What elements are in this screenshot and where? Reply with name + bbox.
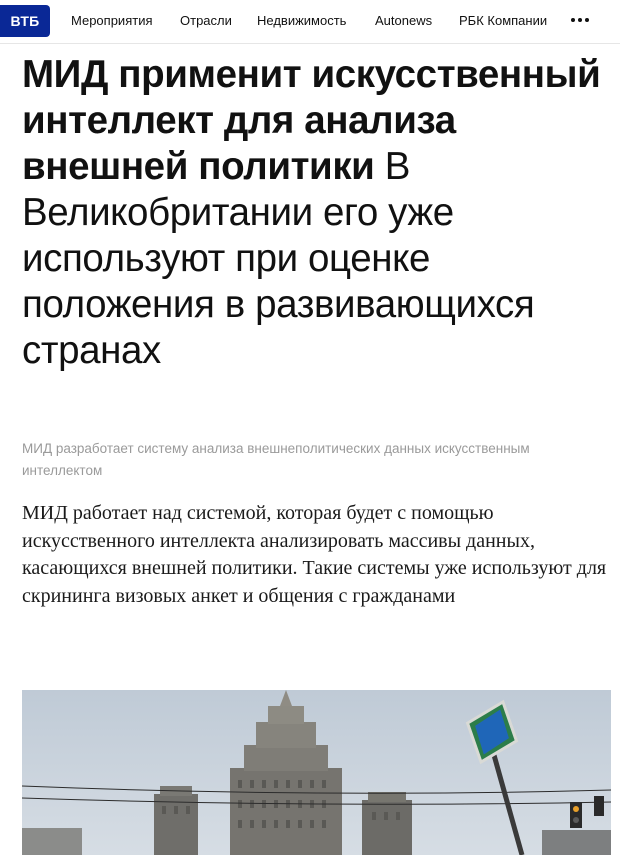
nav-item-industries[interactable]: Отрасли <box>180 13 232 28</box>
nav-item-realty[interactable]: Недвижимость <box>257 13 347 28</box>
dot <box>585 18 589 22</box>
nav-item-events[interactable]: Мероприятия <box>71 13 153 28</box>
dot <box>578 18 582 22</box>
article-headline <box>22 52 612 374</box>
headline-title: МИД применит искусственный интеллект для анализа внешней политики <box>22 53 601 188</box>
image-caption: МИД разработает систему анализа внешнеполитических данных искусственным интеллектом <box>22 441 530 478</box>
top-navigation <box>0 0 620 44</box>
mfa-building-photo <box>22 690 611 855</box>
dot <box>571 18 575 22</box>
more-dots-icon[interactable] <box>571 11 589 29</box>
article-lead: МИД работает над системой, которая будет с помощью искусственного интеллекта анализировать массивы данных, касающихся внешней политики. Такие системы уже используют для скрининга визовых анкет и общения с гражданами <box>22 502 607 607</box>
vtb-logo[interactable]: ВТБ <box>0 5 50 37</box>
headline-subtitle: В Великобритании его уже используют при оценке положения в развивающихся странах <box>22 145 535 372</box>
nav-item-autonews[interactable]: Autonews <box>375 13 433 28</box>
article-photo <box>22 690 611 855</box>
nav-item-rbc-companies[interactable]: РБК Компании <box>459 13 548 28</box>
